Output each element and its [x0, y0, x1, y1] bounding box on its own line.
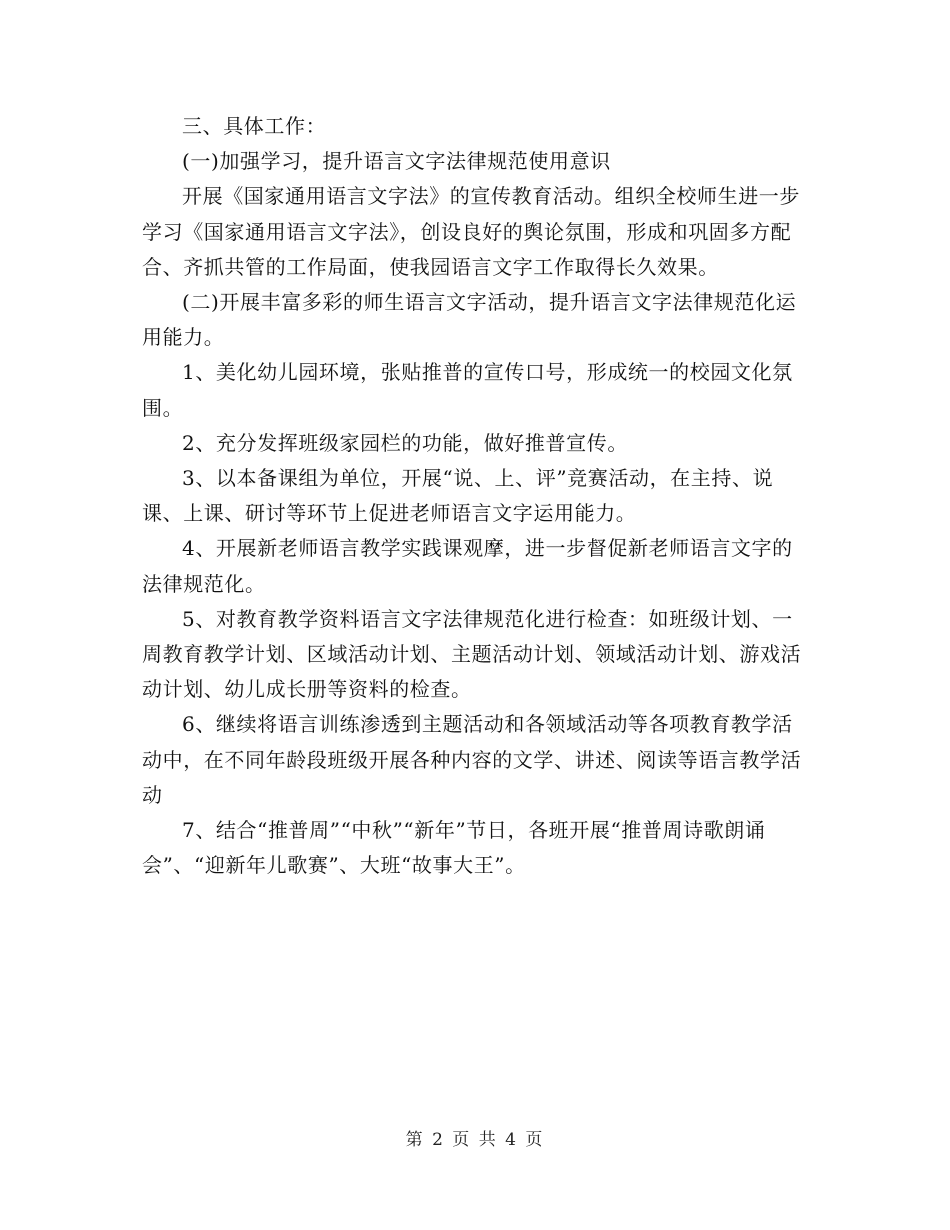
- list-item-5: 5、对教育教学资料语言文字法律规范化进行检查：如班级计划、一周教育教学计划、区域活动计划、主题活动计划、领域活动计划、游戏活动计划、幼儿成长册等资料的检查。: [142, 606, 802, 702]
- list-item-7: 7、结合“推普周”“中秋”“新年”节日，各班开展“推普周诗歌朗诵会”、“迎新年儿歌赛”、大班“故事大王”。: [142, 818, 766, 878]
- subsection-heading-1: (一)加强学习，提升语言文字法律规范使用意识: [182, 149, 611, 174]
- list-item-6: 6、继续将语言训练渗透到主题活动和各领域活动等各项教育教学活动中，在不同年龄段班级开展各种内容的文学、讲述、阅读等语言教学活动: [142, 712, 802, 807]
- section-heading: 三、具体工作：: [182, 114, 327, 138]
- list-item-4: 4、开展新老师语言教学实践课观摩，进一步督促新老师语言文字的法律规范化。: [142, 536, 793, 596]
- list-item-3: 3、以本备课组为单位，开展“说、上、评”竞赛活动，在主持、说课、上课、研讨等环节上促进老师语言文字运用能力。: [142, 466, 774, 526]
- page-number-footer: 第 2 页 共 4 页: [405, 1130, 545, 1150]
- body-paragraph: 开展《国家通用语言文字法》的宣传教育活动。组织全校师生进一步学习《国家通用语言文字法》，创设良好的舆论氛围，形成和巩固多方配合、齐抓共管的工作局面，使我园语言文字工作取得长久效果。: [142, 184, 800, 279]
- list-item-1: 1、美化幼儿园环境，张贴推普的宣传口号，形成统一的校园文化氛围。: [142, 360, 793, 420]
- list-item-2: 2、充分发挥班级家园栏的功能，做好推普宣传。: [182, 430, 628, 455]
- subsection-heading-2: (二)开展丰富多彩的师生语言文字活动，提升语言文字法律规范化运用能力。: [142, 290, 797, 350]
- document-body: [142, 109, 810, 883]
